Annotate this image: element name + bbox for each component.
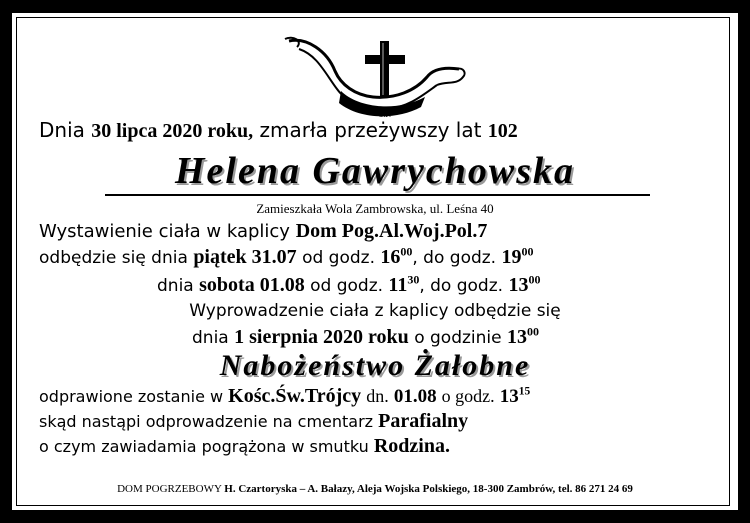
intro-middle: zmarła przeżywszy lat [259, 118, 482, 142]
departure-minute: 00 [527, 324, 539, 339]
day1-from-minute: 00 [400, 244, 413, 259]
age: 102 [487, 120, 518, 142]
service-minute: 15 [518, 385, 531, 398]
service-time-label: o godz. [441, 386, 495, 406]
closing-line [39, 435, 450, 458]
ribbon-label: Ś.P. [378, 110, 392, 119]
viewing-day-2: sobota 01.08 [199, 274, 305, 296]
cemetery-name: Parafialny [378, 410, 469, 432]
service-title: Nabożeństwo Żałobne [219, 349, 531, 382]
departure-prefix: dnia [192, 328, 229, 348]
burial-line [39, 410, 468, 433]
family-signature: Rodzina. [373, 435, 450, 457]
day2-to-hour: 13 [508, 274, 529, 296]
from-label-2: od godz. [310, 276, 384, 296]
day2-from-hour: 11 [388, 274, 408, 296]
day2-from-minute: 30 [407, 272, 420, 287]
service-date-label: dn. [366, 386, 389, 406]
cross-ribbon-icon [277, 33, 477, 123]
service-date: 01.08 [393, 386, 437, 407]
closing-prefix: o czym zawiadamia pogrążona w smutku [39, 437, 369, 456]
departure-line-2 [192, 326, 539, 349]
burial-prefix: skąd nastąpi odprowadzenie na cmentarz [39, 412, 374, 431]
departure-date: 1 sierpnia 2020 roku [234, 326, 409, 348]
notice-card [12, 13, 738, 510]
church-name: Kośc.Św.Trójcy [228, 385, 362, 407]
death-date: 30 lipca 2020 roku, [91, 120, 254, 142]
viewing-line3-prefix: dnia [157, 276, 194, 296]
day1-to-hour: 19 [501, 246, 522, 268]
deceased-name: Helena Gawrychowska [174, 150, 576, 192]
viewing-line-1 [39, 220, 487, 243]
to-label-2: , do godz. [419, 276, 504, 296]
intro-prefix: Dnia [39, 118, 85, 142]
footer-company: DOM POGRZEBOWY [117, 483, 222, 495]
viewing-line-3 [157, 274, 540, 297]
departure-line-1: Wyprowadzenie ciała z kaplicy odbędzie się [189, 301, 561, 321]
to-label-1: , do godz. [412, 248, 497, 268]
day1-from-hour: 16 [380, 246, 401, 268]
footer-details: H. Czartoryska – A. Bałazy, Aleja Wojska Polskiego, 18-300 Zambrów, tel. 86 271 24 69 [224, 483, 633, 495]
departure-hour: 13 [507, 326, 527, 348]
viewing-prefix: Wystawienie ciała w kaplicy [39, 221, 290, 242]
from-label-1: od godz. [302, 248, 375, 268]
death-statement [39, 118, 518, 143]
departure-time-label: o godzinie [414, 328, 502, 348]
day1-to-minute: 00 [521, 244, 534, 259]
viewing-line2-prefix: odbędzie się dnia [39, 248, 188, 268]
day2-to-minute: 00 [528, 272, 541, 287]
funeral-home-footer [12, 483, 738, 495]
name-underline [105, 194, 650, 196]
service-prefix: odprawione zostanie w [39, 387, 224, 406]
viewing-line-2 [39, 246, 534, 269]
chapel-name: Dom Pog.Al.Woj.Pol.7 [295, 220, 488, 242]
service-line [39, 385, 530, 408]
viewing-day-1: piątek 31.07 [193, 246, 297, 268]
residence: Zamieszkała Wola Zambrowska, ul. Leśna 40 [256, 201, 494, 216]
service-hour: 13 [499, 386, 519, 407]
